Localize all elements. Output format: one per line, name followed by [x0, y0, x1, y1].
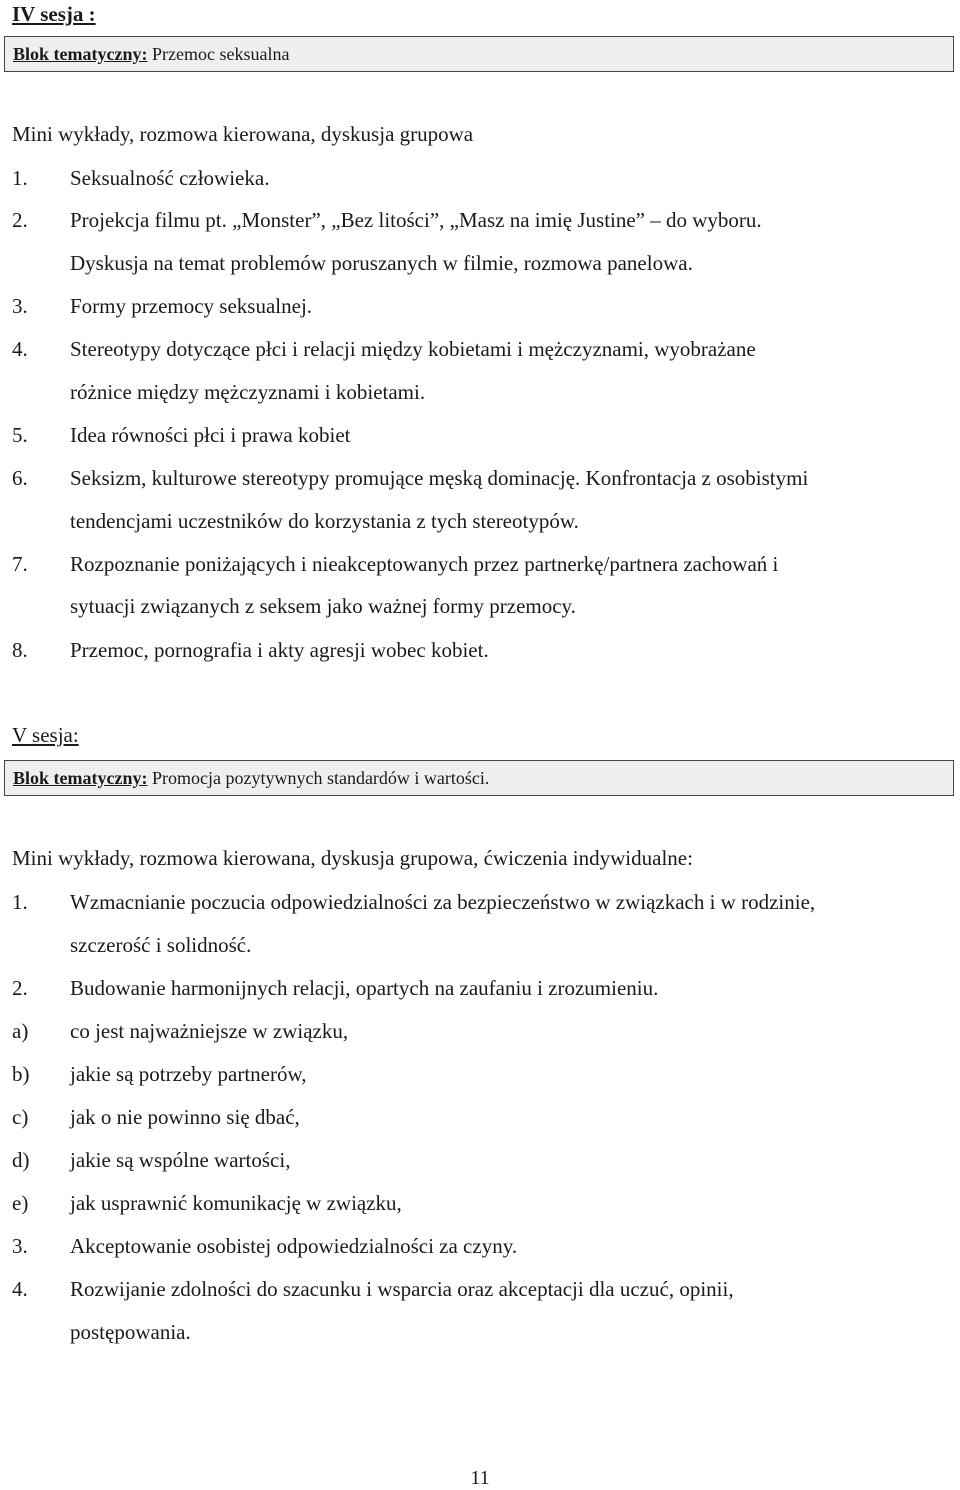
item-text: jak o nie powinno się dbać, — [70, 1105, 300, 1129]
item-number: a) — [12, 1019, 29, 1043]
session-5-heading: V sesja: — [12, 723, 79, 747]
item-number: 3. — [12, 1234, 28, 1258]
item-text: jakie są potrzeby partnerów, — [70, 1062, 307, 1086]
item-number: d) — [12, 1148, 30, 1172]
item-text: jakie są wspólne wartości, — [70, 1148, 291, 1172]
item-number: 4. — [12, 1277, 28, 1301]
item-number: b) — [12, 1062, 30, 1086]
item-text: sytuacji związanych z seksem jako ważnej formy przemocy. — [70, 594, 576, 618]
item-number: e) — [12, 1191, 29, 1215]
session-4-intro: Mini wykłady, rozmowa kierowana, dyskusja grupowa — [12, 122, 474, 146]
item-number: 7. — [12, 552, 28, 576]
item-text: Projekcja filmu pt. „Monster”, „Bez litości”, „Masz na imię Justine” – do wyboru. — [70, 208, 762, 232]
item-text: tendencjami uczestników do korzystania z tych stereotypów. — [70, 509, 579, 533]
item-text: Przemoc, pornografia i akty agresji wobec kobiet. — [70, 638, 489, 662]
item-text: Wzmacnianie poczucia odpowiedzialności za bezpieczeństwo w związkach i w rodzinie, — [70, 890, 816, 914]
item-number: 5. — [12, 423, 28, 447]
topic-label: Blok tematyczny: — [13, 768, 148, 788]
item-text: Idea równości płci i prawa kobiet — [70, 423, 351, 447]
session-4-topic-box — [4, 36, 954, 72]
item-number: c) — [12, 1105, 29, 1129]
session-4-heading: IV sesja : — [12, 2, 96, 26]
item-number: 1. — [12, 166, 28, 190]
item-number: 6. — [12, 466, 28, 490]
item-text: co jest najważniejsze w związku, — [70, 1019, 349, 1043]
item-text: postępowania. — [70, 1320, 191, 1344]
topic-text: Przemoc seksualna — [147, 44, 290, 64]
item-text: Rozwijanie zdolności do szacunku i wsparcia oraz akceptacji dla uczuć, opinii, — [70, 1277, 734, 1301]
item-text: Stereotypy dotyczące płci i relacji między kobietami i mężczyznami, wyobrażane — [70, 337, 756, 361]
item-text: Budowanie harmonijnych relacji, opartych na zaufaniu i zrozumieniu. — [70, 976, 659, 1000]
session-5-intro: Mini wykłady, rozmowa kierowana, dyskusja grupowa, ćwiczenia indywidualne: — [12, 846, 693, 870]
page-number: 11 — [470, 1467, 490, 1489]
item-number: 2. — [12, 976, 28, 1000]
item-number: 3. — [12, 294, 28, 318]
item-number: 4. — [12, 337, 28, 361]
session-5-topic-box — [4, 760, 954, 796]
item-text: Formy przemocy seksualnej. — [70, 294, 313, 318]
item-text: Akceptowanie osobistej odpowiedzialności za czyny. — [70, 1234, 518, 1258]
item-number: 8. — [12, 638, 28, 662]
item-number: 2. — [12, 208, 28, 232]
item-text: szczerość i solidność. — [70, 933, 252, 957]
item-text: różnice między mężczyznami i kobietami. — [70, 380, 426, 404]
item-text: Seksualność człowieka. — [70, 166, 270, 190]
item-number: 1. — [12, 890, 28, 914]
item-text: jak usprawnić komunikację w związku, — [70, 1191, 402, 1215]
item-text: Dyskusja na temat problemów poruszanych w filmie, rozmowa panelowa. — [70, 251, 693, 275]
item-text: Rozpoznanie poniżających i nieakceptowanych przez partnerkę/partnera zachowań i — [70, 552, 779, 576]
topic-text: Promocja pozytywnych standardów i wartości. — [147, 768, 490, 788]
item-text: Seksizm, kulturowe stereotypy promujące męską dominację. Konfrontacja z osobistymi — [70, 466, 809, 490]
topic-label: Blok tematyczny: — [13, 44, 148, 64]
